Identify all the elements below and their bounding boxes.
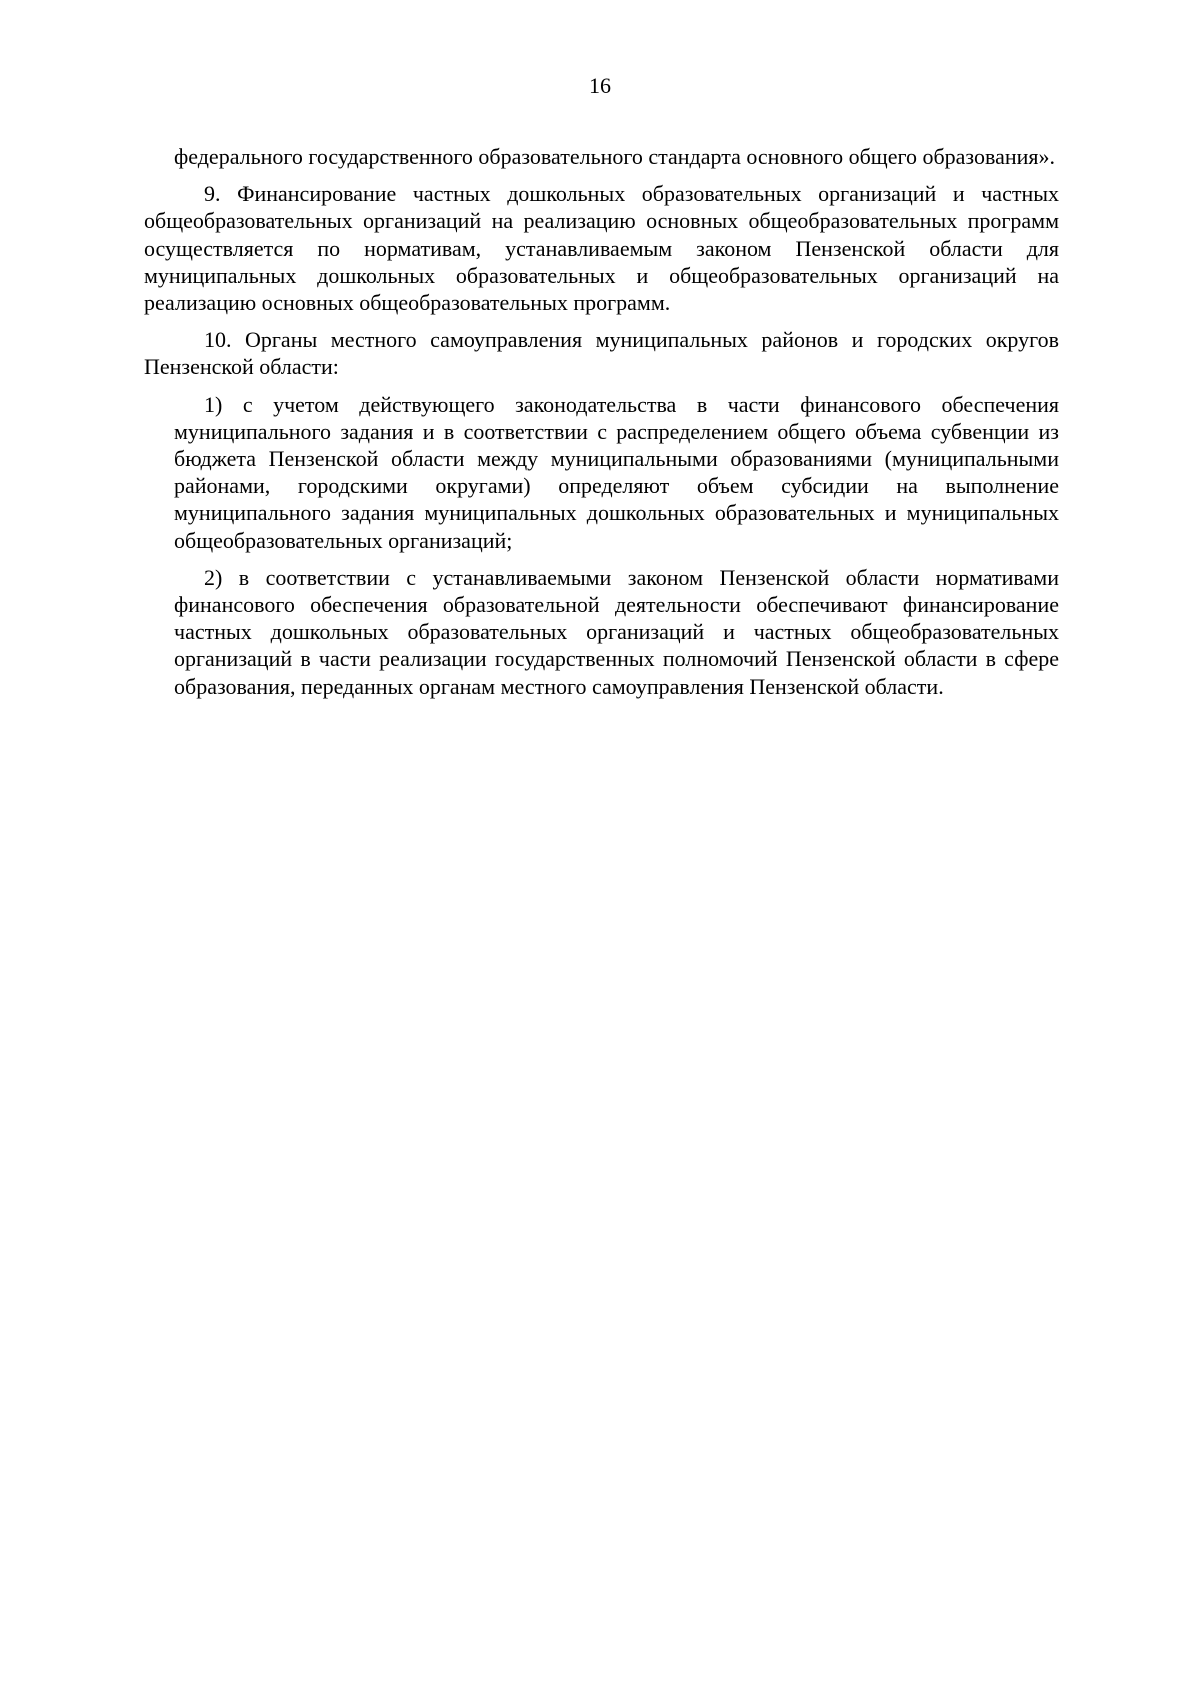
- paragraph-8-continuation: федерального государственного образовательного стандарта основного общего образования».: [174, 144, 1055, 169]
- paragraph-9: 9. Финансирование частных дошкольных образовательных организаций и частных общеобразовательных организаций на реализацию основных общеобразовательных программ осуществляется по нормативам, устанавливаемым законом Пензенской области для муниципальных дошкольных образовательных и общеобразовательных организаций на реализацию основных общеобразовательных программ.: [144, 181, 1059, 316]
- page-number: 16: [589, 73, 611, 98]
- paragraph-10: 10. Органы местного самоуправления муниципальных районов и городских округов Пензенской области:: [144, 327, 1059, 380]
- subparagraph-10-2: 2) в соответствии с устанавливаемыми законом Пензенской области нормативами финансового обеспечения образовательной деятельности обеспечивают финансирование частных дошкольных образовательных организаций и частных общеобразовательных организаций в части реализации государственных полномочий Пензенской области в сфере образования, переданных органам местного самоуправления Пензенской области.: [174, 564, 1059, 699]
- subparagraph-10-1: 1) с учетом действующего законодательства в части финансового обеспечения муниципального задания и в соответствии с распределением общего объема субвенции из бюджета Пензенской области между муниципальными образованиями (муниципальными районами, городскими округами) определяют объем субсидии на выполнение муниципального задания муниципальных дошкольных образовательных и муниципальных общеобразовательных организаций;: [174, 391, 1059, 553]
- document-body: [144, 143, 1059, 700]
